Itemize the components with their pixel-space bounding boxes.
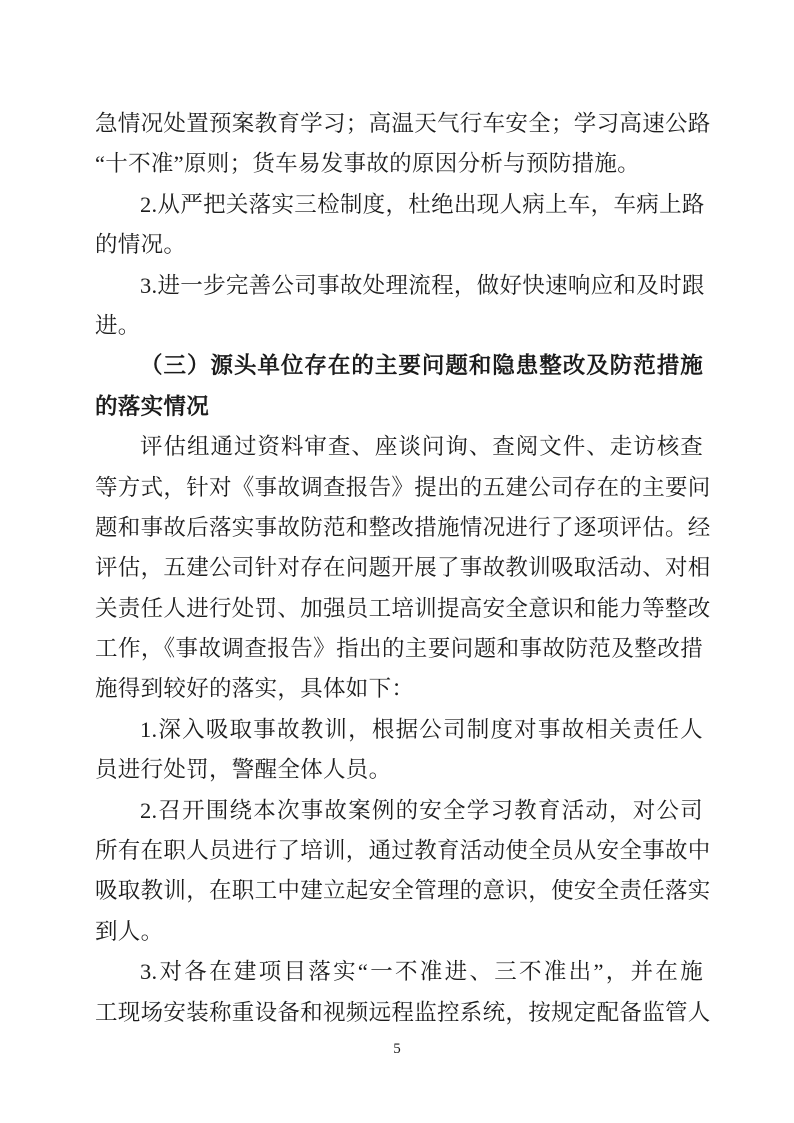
paragraph-measure-3 (95, 952, 711, 1033)
text-line: 急情况处置预案教育学习；高温天气行车安全；学习高速公路 (95, 111, 711, 136)
section-heading-3 (95, 346, 703, 427)
text-line: 的落实情况 (95, 393, 210, 419)
text-line: （三）源头单位存在的主要问题和隐患整改及防范措施 (140, 353, 703, 379)
text-line: 评估组通过资料审查、座谈问询、查阅文件、走访核查 (140, 434, 703, 460)
text-line: 的情况。 (95, 232, 187, 258)
text-line: 所有在职人员进行了培训，通过教育活动使全员从安全事故中 (95, 838, 711, 864)
text-line: 等方式，针对《事故调查报告》提出的五建公司存在的主要问 (95, 474, 711, 500)
text-line: 题和事故后落实事故防范和整改措施情况进行了逐项评估。经 (95, 514, 711, 540)
paragraph-item-3 (95, 266, 703, 347)
paragraph-evaluation (95, 427, 711, 710)
text-line: 工作，《事故调查报告》指出的主要问题和事故防范及整改措 (95, 636, 703, 662)
paragraph-continuation (95, 104, 711, 185)
text-line: 员进行处罚，警醒全体人员。 (95, 757, 392, 783)
document-content (95, 104, 711, 1033)
text-line: 评估，五建公司针对存在问题开展了事故教训吸取活动、对相 (95, 555, 711, 581)
text-line: 2.从严把关落实三检制度，杜绝出现人病上车，车病上路 (140, 191, 705, 217)
text-line: 到人。 (95, 918, 164, 944)
text-line: 施得到较好的落实，具体如下： (95, 676, 415, 702)
text-line: 2.召开围绕本次事故案例的安全学习教育活动，对公司 (140, 797, 703, 823)
text-line: 3.进一步完善公司事故处理流程，做好快速响应和及时跟 (140, 272, 705, 298)
text-line: 进。 (95, 312, 141, 338)
text-line: 工现场安装称重设备和视频远程监控系统，按规定配备监管人 (95, 999, 711, 1025)
text-line: “十不准”原则；货车易发事故的原因分析与预防措施。 (95, 151, 640, 177)
paragraph-measure-1 (95, 710, 703, 791)
paragraph-measure-2 (95, 791, 711, 953)
text-line: 吸取教训，在职工中建立起安全管理的意识，使安全责任落实 (95, 878, 711, 904)
text-line: 1.深入吸取事故教训，根据公司制度对事故相关责任人 (140, 716, 703, 742)
text-line: 关责任人进行处罚、加强员工培训提高安全意识和能力等整改 (95, 595, 711, 621)
paragraph-item-2 (95, 185, 703, 266)
text-line: 3.对各在建项目落实“一不准进、三不准出”，并在施 (140, 959, 703, 985)
page-number: 5 (393, 1041, 401, 1057)
